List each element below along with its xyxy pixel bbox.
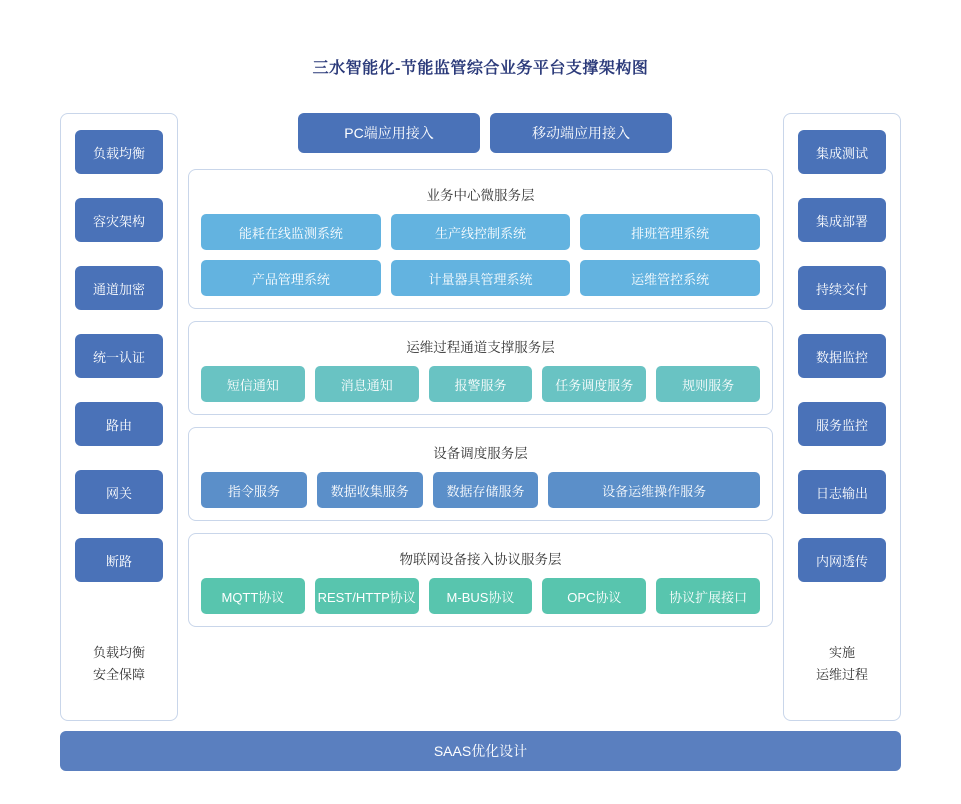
business-row-1 — [201, 214, 760, 250]
right-item-continuous-delivery[interactable]: 持续交付 — [798, 266, 886, 310]
chip-command-service[interactable]: 指令服务 — [201, 472, 307, 508]
chip-product-management[interactable]: 产品管理系统 — [201, 260, 381, 296]
left-caption-line2: 安全保障 — [92, 667, 145, 682]
layer-title-iot-protocol: 物联网设备接入协议服务层 — [399, 552, 562, 567]
entry-mobile-access[interactable]: 移动端应用接入 — [490, 113, 672, 153]
left-item-gateway[interactable]: 网关 — [75, 470, 163, 514]
chip-mbus-protocol[interactable]: M-BUS协议 — [429, 578, 533, 614]
left-item-load-balance[interactable]: 负载均衡 — [75, 130, 163, 174]
chip-alarm-service[interactable]: 报警服务 — [429, 366, 533, 402]
right-panel-caption — [816, 642, 868, 686]
business-row-2 — [201, 260, 760, 296]
right-item-service-monitoring[interactable]: 服务监控 — [798, 402, 886, 446]
right-item-intranet-transmission[interactable]: 内网透传 — [798, 538, 886, 582]
layer-device-scheduling — [188, 427, 773, 521]
application-entry-row — [188, 113, 773, 153]
left-item-unified-auth[interactable]: 统一认证 — [75, 334, 163, 378]
architecture-diagram — [60, 113, 901, 773]
chip-shift-management[interactable]: 排班管理系统 — [580, 214, 760, 250]
right-caption-line2: 运维过程 — [815, 667, 868, 682]
chip-task-scheduling-service[interactable]: 任务调度服务 — [542, 366, 646, 402]
center-column — [188, 113, 773, 721]
chip-opc-protocol[interactable]: OPC协议 — [542, 578, 646, 614]
layer-ops-channel-support — [188, 321, 773, 415]
right-caption-line1: 实施 — [828, 645, 855, 660]
left-caption-line1: 负载均衡 — [92, 645, 145, 660]
chip-rule-service[interactable]: 规则服务 — [656, 366, 760, 402]
left-item-channel-encryption[interactable]: 通道加密 — [75, 266, 163, 310]
layer-title-device-scheduling: 设备调度服务层 — [433, 446, 528, 461]
chip-sms-notification[interactable]: 短信通知 — [201, 366, 305, 402]
diagram-columns — [60, 113, 901, 721]
chip-rest-http-protocol[interactable]: REST/HTTP协议 — [315, 578, 419, 614]
page-title: 三水智能化-节能监管综合业务平台支撑架构图 — [312, 60, 649, 77]
left-support-panel — [60, 113, 178, 721]
left-item-disaster-recovery[interactable]: 容灾架构 — [75, 198, 163, 242]
left-item-circuit-breaker[interactable]: 断路 — [75, 538, 163, 582]
chip-data-collection-service[interactable]: 数据收集服务 — [317, 472, 423, 508]
footer-saas-bar[interactable]: SAAS优化设计 — [60, 731, 901, 771]
entry-pc-access[interactable]: PC端应用接入 — [298, 113, 480, 153]
chip-data-storage-service[interactable]: 数据存储服务 — [433, 472, 539, 508]
left-panel-caption — [93, 642, 145, 686]
chip-device-ops-operation-service[interactable]: 设备运维操作服务 — [548, 472, 760, 508]
right-item-integration-deploy[interactable]: 集成部署 — [798, 198, 886, 242]
right-item-integration-test[interactable]: 集成测试 — [798, 130, 886, 174]
protocol-row-1 — [201, 578, 760, 614]
ops-channel-row-1 — [201, 366, 760, 402]
device-row-1 — [201, 472, 760, 508]
layer-title-ops-channel: 运维过程通道支撑服务层 — [406, 340, 555, 355]
chip-mqtt-protocol[interactable]: MQTT协议 — [201, 578, 305, 614]
chip-energy-monitoring[interactable]: 能耗在线监测系统 — [201, 214, 381, 250]
right-support-panel — [783, 113, 901, 721]
layer-business-microservice — [188, 169, 773, 309]
chip-ops-control[interactable]: 运维管控系统 — [580, 260, 760, 296]
chip-protocol-extension-interface[interactable]: 协议扩展接口 — [656, 578, 760, 614]
right-item-data-monitoring[interactable]: 数据监控 — [798, 334, 886, 378]
chip-message-notification[interactable]: 消息通知 — [315, 366, 419, 402]
layer-title-business: 业务中心微服务层 — [426, 188, 535, 203]
layer-iot-protocol — [188, 533, 773, 627]
right-item-log-output[interactable]: 日志输出 — [798, 470, 886, 514]
chip-metering-device-management[interactable]: 计量器具管理系统 — [391, 260, 571, 296]
left-item-routing[interactable]: 路由 — [75, 402, 163, 446]
chip-production-line-control[interactable]: 生产线控制系统 — [391, 214, 571, 250]
